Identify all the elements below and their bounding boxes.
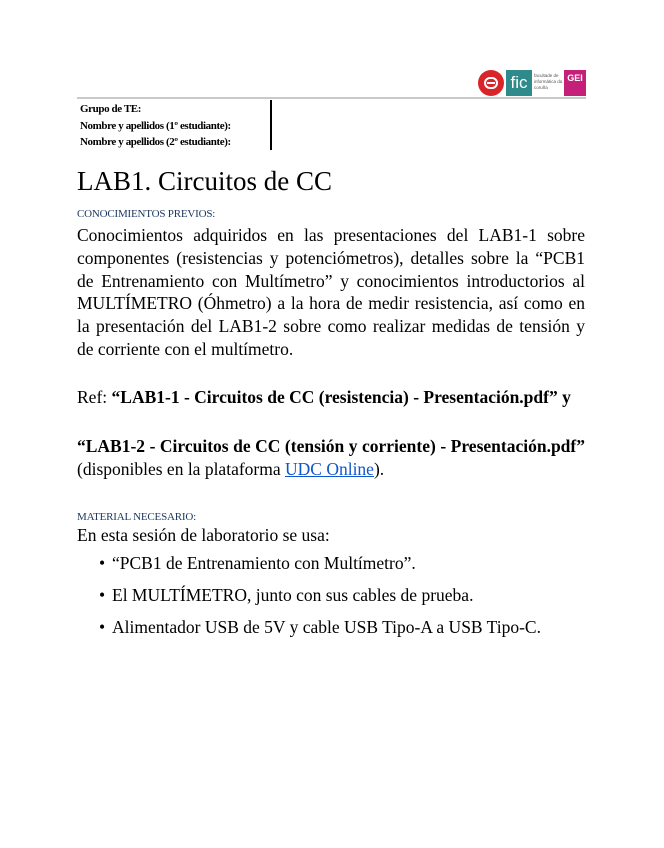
ref2-end: ). <box>373 458 385 479</box>
prereq-paragraph: Conocimientos adquiridos en las presentaciones del LAB1-1 sobre componentes (resistencias y potenciómetros), detalles sobre la “PCB1 de Entrenamiento con Multímetro” y conocimientos introductorios al MULTÍMETRO (Óhmetro) a la hora de medir resistencia, así como en la presentación del LAB1-2 sobre como realizar medidas de tensión y de corriente con el multímetro. <box>77 225 585 359</box>
bullet-icon: • <box>99 553 106 573</box>
list-item <box>77 584 585 607</box>
reference-1 <box>77 386 585 409</box>
fic-logo-caption: facultade de informática da coruña <box>534 73 563 90</box>
header-divider <box>77 97 586 99</box>
udc-online-link[interactable]: UDC Online <box>285 458 374 479</box>
list-item-text: Alimentador USB de 5V y cable USB Tipo-A a USB Tipo-C. <box>112 616 541 637</box>
ref2-suffix: (disponibles en la plataforma <box>77 458 285 479</box>
student2-field[interactable]: Nombre y apellidos (2º estudiante): <box>80 136 231 148</box>
page-title: LAB1. Circuitos de CC <box>77 166 332 196</box>
group-field[interactable]: Grupo de TE: <box>80 103 142 115</box>
ref1-title: “LAB1-1 - Circuitos de CC (resistencia) - Presentación.pdf” y <box>111 387 571 407</box>
material-intro: En esta sesión de laboratorio se usa: <box>77 525 330 545</box>
bullet-icon: • <box>99 616 106 637</box>
udc-logo <box>478 70 504 96</box>
gei-logo <box>564 70 586 96</box>
student-info <box>80 101 231 151</box>
ref2-title: “LAB1-2 - Circuitos de CC (tensión y corriente) - Presentación.pdf” <box>77 436 585 456</box>
reference-2 <box>77 435 585 481</box>
student1-field[interactable]: Nombre y apellidos (1º estudiante): <box>80 119 231 132</box>
material-list <box>77 552 585 647</box>
ref-prefix: Ref: <box>77 387 112 407</box>
list-item <box>77 552 585 575</box>
material-heading: MATERIAL NECESARIO: <box>77 511 196 523</box>
list-item-text: El MULTÍMETRO, junto con sus cables de prueba. <box>112 584 474 605</box>
fic-logo-text: fic <box>510 73 528 92</box>
info-border <box>270 100 272 150</box>
fic-logo <box>506 70 532 96</box>
list-item <box>77 616 585 639</box>
bullet-icon: • <box>99 584 106 605</box>
gei-logo-text: GEI <box>567 73 583 83</box>
prereq-heading: CONOCIMIENTOS PREVIOS: <box>77 208 216 220</box>
list-item-text: “PCB1 de Entrenamiento con Multímetro”. <box>112 553 416 573</box>
